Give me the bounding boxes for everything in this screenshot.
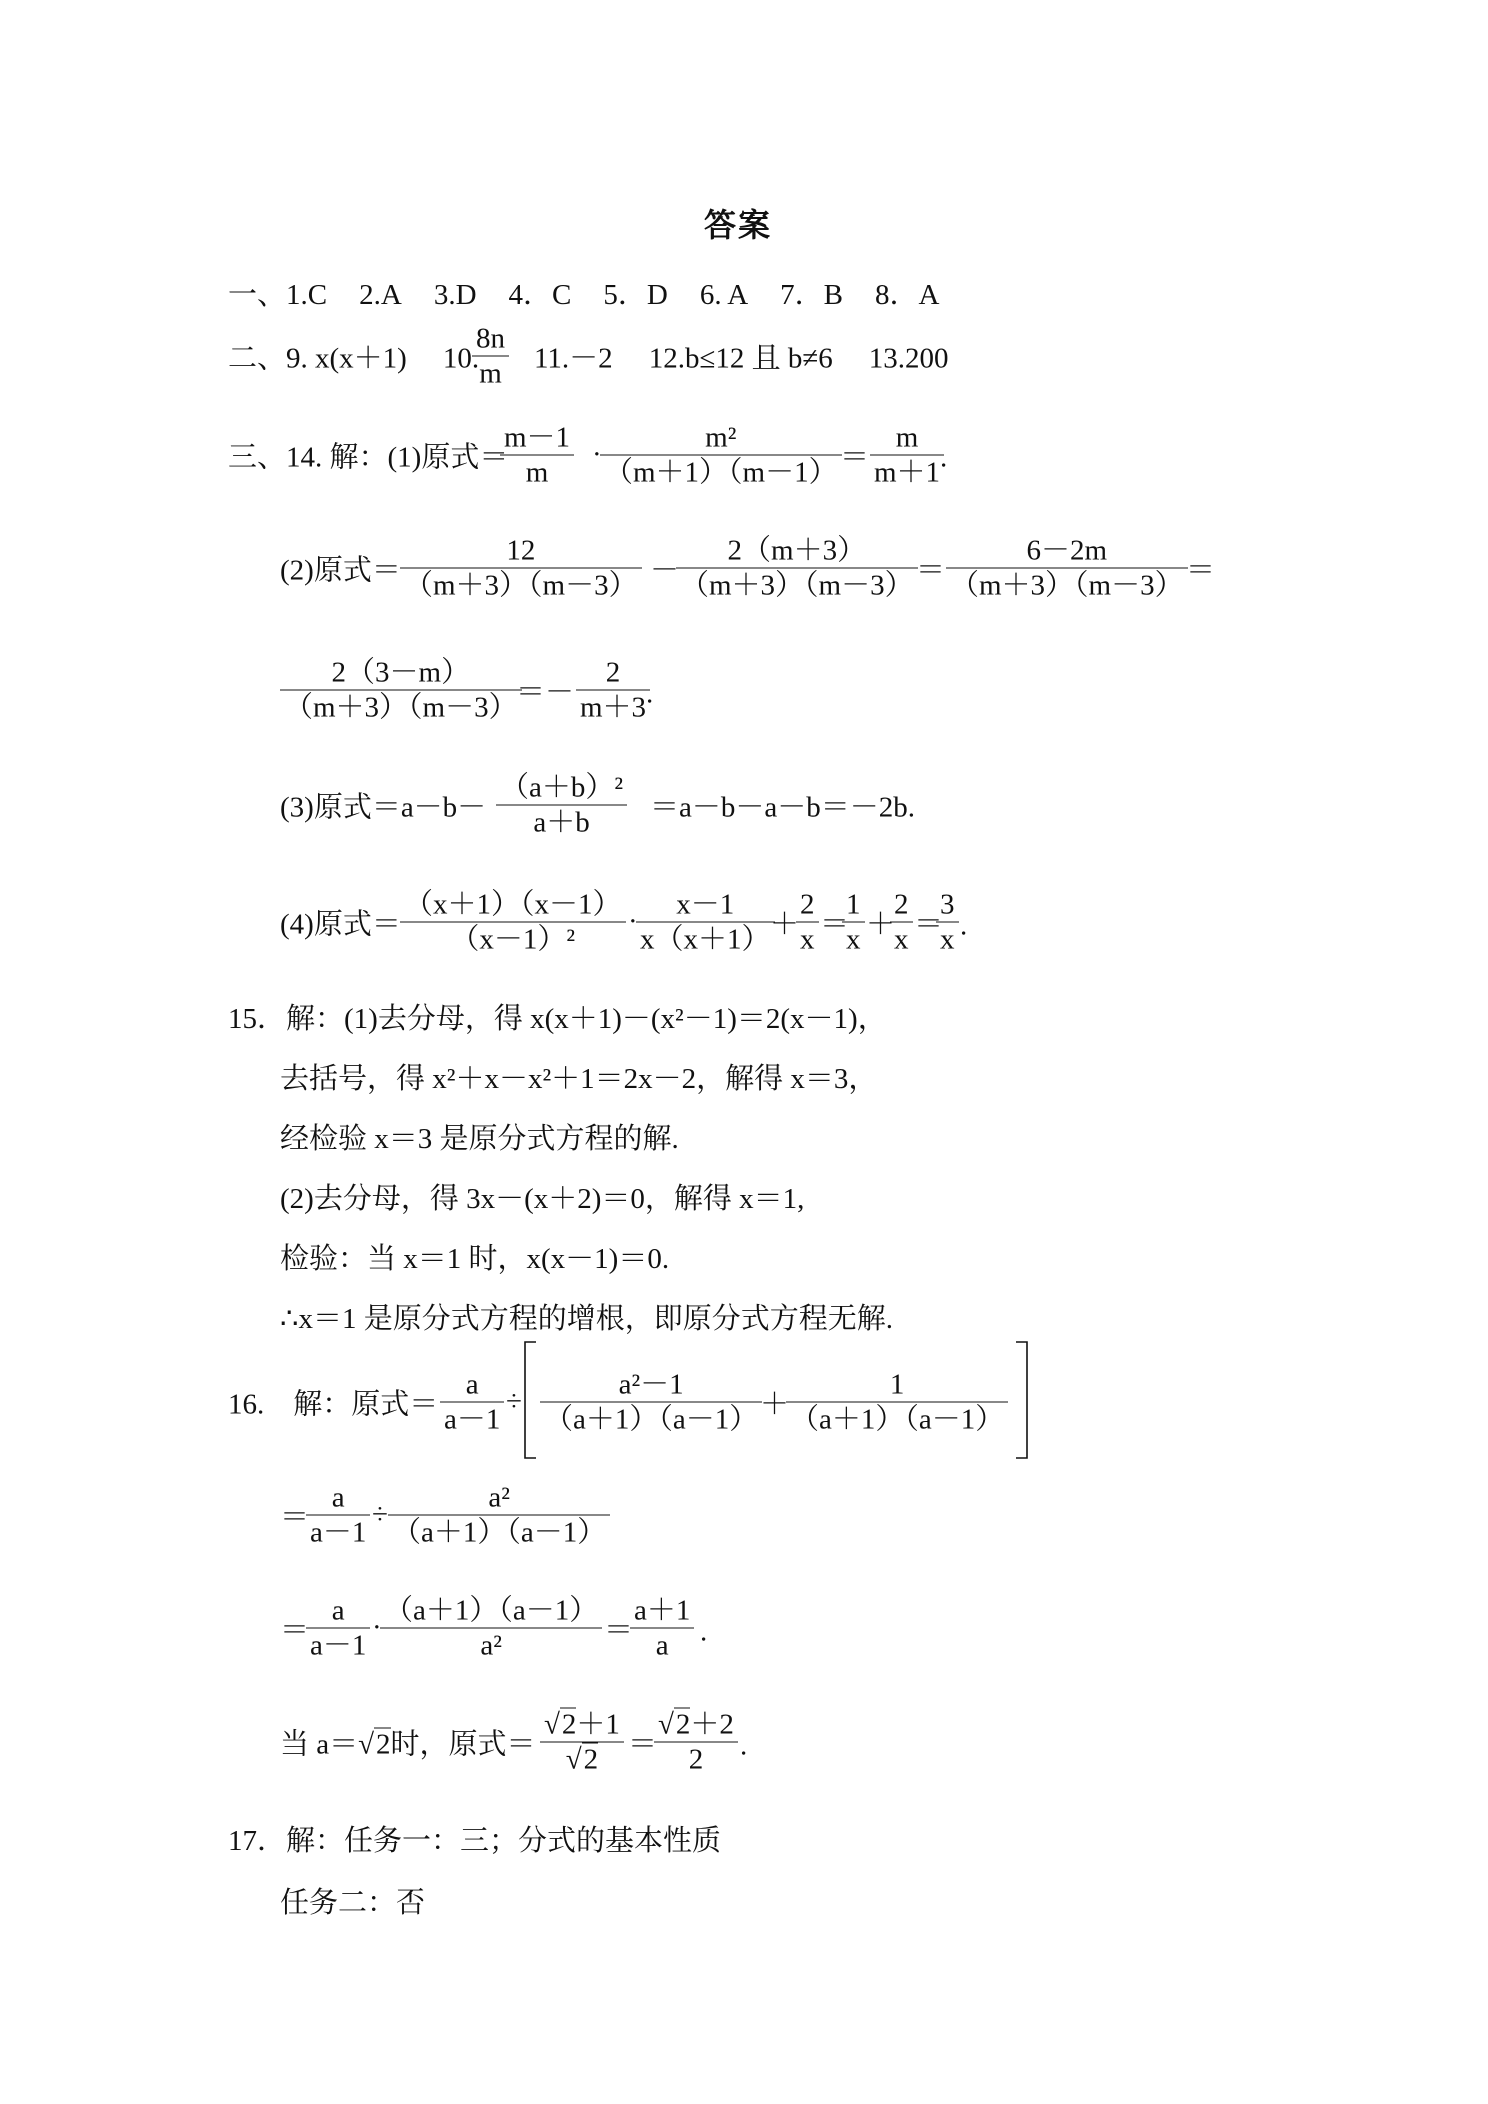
q16-3-frac2: （a＋1）（a－1） a²: [380, 1594, 602, 1663]
q14-prefix: 三、14. 解：(1)原式＝: [228, 441, 509, 474]
section1-answers: [228, 272, 939, 313]
page-title: 答案: [704, 207, 773, 243]
q16-4-frac1: √2＋1 √2: [540, 1708, 624, 1777]
q16-3-frac1: a a－1: [306, 1594, 370, 1663]
q16-1-frac3: 1 （a＋1）（a－1）: [786, 1368, 1008, 1437]
sqrt-icon: √: [544, 1708, 560, 1741]
q14-3-label: (3)原式＝a－b－: [280, 791, 487, 824]
right-bracket-icon: [1012, 1340, 1030, 1460]
q14-2-frac1: 12 （m＋3）（m－3）: [400, 534, 642, 603]
sqrt-icon: √: [658, 1708, 674, 1741]
q15-line-4: (2)去分母，得 3x－(x＋2)＝0，解得 x＝1,: [280, 1183, 805, 1215]
q16-3-frac3: a＋1 a: [630, 1594, 694, 1663]
answer-9: 9. x(x＋1): [286, 342, 407, 375]
answer-page: 答案 一、1.C 2.A 3.D 4．C 5．D 6. A 7．B 8．A 二、9. x(x＋1) 10. 8n m 11.－2 12.b≤12 且 b≠6 13.200 三、14. 解：(1)原式＝ m－1 m · m² （m＋1）（m－1） ＝ m m＋1 . (2)原式＝ 12 （m＋3）（m－3） － 2（m＋3） （m＋3）（m－3） ＝ 6－2m （m＋3）（m－3） ＝ 2（3－m） （m＋3）（m－3） ＝－ 2 m＋3 . (3)原式＝a－b－ （a＋b）² a＋b ＝a－b－a－b＝－2b. (4)原式＝ （x＋1）（x－1） （x－1）² · x－1 x（x＋1） ＋ 2 x ＝ 1 x ＋ 2 x ＝ 3 x . 15．解：(1)去分母，得 x(x＋1)－(x²－1)＝2(x－1)， 去括号，得 x²＋x－x²＋1＝2x－2，解得 x＝3， 经检验 x＝3 是原分式方程的解. (2)去分母，得 3x－(x＋2)＝0，解得 x＝1, 检验：当 x＝1 时，x(x－1)＝0. ∴x＝1 是原分式方程的增根，即原分式方程无解. 16. 解：原式＝ a a－1 ÷ a²－1 （a＋1）（a－1） ＋ 1 （a＋1）（a－1） ＝ a a－1 ÷ a² （a＋1）（a－1） ＝ a a－1 · （a＋1）（a－1） a² ＝ a＋1 a . 当 a＝√2时，原式＝ √2＋1 √2 ＝ √2＋2 2 . 17．解：任务一：三；分式的基本性质 任务二：否: [0, 0, 1488, 2104]
answer-5: 5．D: [603, 279, 668, 311]
q16-4-frac2: √2＋2 2: [654, 1708, 738, 1777]
left-bracket-icon: [522, 1340, 540, 1460]
section2-part-b: [534, 336, 949, 377]
answer-11: 11.－2: [534, 342, 613, 375]
q14-1-frac2: m² （m＋1）（m－1）: [600, 421, 842, 490]
q16-2-frac1: a a－1: [306, 1481, 370, 1550]
q17-line-1: 17．解：任务一：三；分式的基本性质: [228, 1825, 722, 1857]
q15-line-2: 去括号，得 x²＋x－x²＋1＝2x－2，解得 x＝3，: [280, 1063, 878, 1095]
q14-4-frac4: 1 x: [842, 888, 865, 957]
answer-3: 3.D: [433, 279, 477, 311]
q16-1-frac1: a a－1: [440, 1368, 504, 1437]
answer-12: 12.b≤12 且 b≠6: [648, 342, 833, 375]
q14-1-dot: ·: [592, 438, 602, 471]
answer-4: 4．C: [508, 279, 572, 311]
q16-1-frac2: a²－1 （a＋1）（a－1）: [540, 1368, 762, 1437]
answer-7: 7．B: [780, 279, 843, 311]
q16-prefix: 16. 解：原式＝: [228, 1388, 439, 1421]
section2-prefix: 二、: [228, 342, 287, 375]
answer-8: 8．A: [875, 279, 940, 311]
q15-line-3: 经检验 x＝3 是原分式方程的解.: [280, 1123, 679, 1155]
q16-4-text: 当 a＝√2时，原式＝: [280, 1728, 536, 1761]
q14-4-frac6: 3 x: [936, 888, 959, 957]
q14-2-frac2: 2（m＋3） （m＋3）（m－3）: [676, 534, 918, 603]
q16-2-frac2: a² （a＋1）（a－1）: [388, 1481, 610, 1550]
q15-line-6: ∴x＝1 是原分式方程的增根，即原分式方程无解.: [280, 1303, 893, 1335]
answer-13: 13.200: [868, 342, 949, 375]
answer-10-fraction: 8n m: [472, 322, 509, 391]
sqrt-icon: √: [565, 1743, 582, 1776]
answer-10-label: 10.: [442, 342, 480, 375]
section1-prefix: 一、: [228, 279, 287, 311]
q14-2-frac4: 2（3－m） （m＋3）（m－3）: [280, 656, 522, 725]
q14-2-label: (2)原式＝: [280, 554, 401, 587]
q15-line-1: 15．解：(1)去分母，得 x(x＋1)－(x²－1)＝2(x－1)，: [228, 1003, 887, 1035]
section2-part-a: [228, 336, 479, 377]
q14-4-frac3: 2 x: [796, 888, 819, 957]
q14-3-frac1: （a＋b）² a＋b: [496, 771, 627, 840]
q14-2-frac5: 2 m＋3: [576, 656, 650, 725]
q14-3-rest: ＝a－b－a－b＝－2b.: [650, 791, 915, 824]
answer-6: 6. A: [699, 279, 749, 311]
q14-4-frac5: 2 x: [890, 888, 913, 957]
q14-1-frac1: m－1 m: [500, 421, 574, 490]
q14-4-label: (4)原式＝: [280, 908, 401, 941]
sqrt-icon: √: [358, 1728, 375, 1761]
q14-2-frac3: 6－2m （m＋3）（m－3）: [946, 534, 1188, 603]
answer-2: 2.A: [359, 279, 402, 311]
q14-1-eq: ＝: [840, 441, 870, 474]
answer-1: 1.C: [286, 279, 328, 311]
q14-4-frac2: x－1 x（x＋1）: [636, 888, 775, 957]
q14-1-frac3: m m＋1: [870, 421, 944, 490]
q15-line-5: 检验：当 x＝1 时，x(x－1)＝0.: [280, 1243, 670, 1275]
q14-4-frac1: （x＋1）（x－1） （x－1）²: [400, 888, 626, 957]
q17-line-2: 任务二：否: [280, 1887, 426, 1919]
